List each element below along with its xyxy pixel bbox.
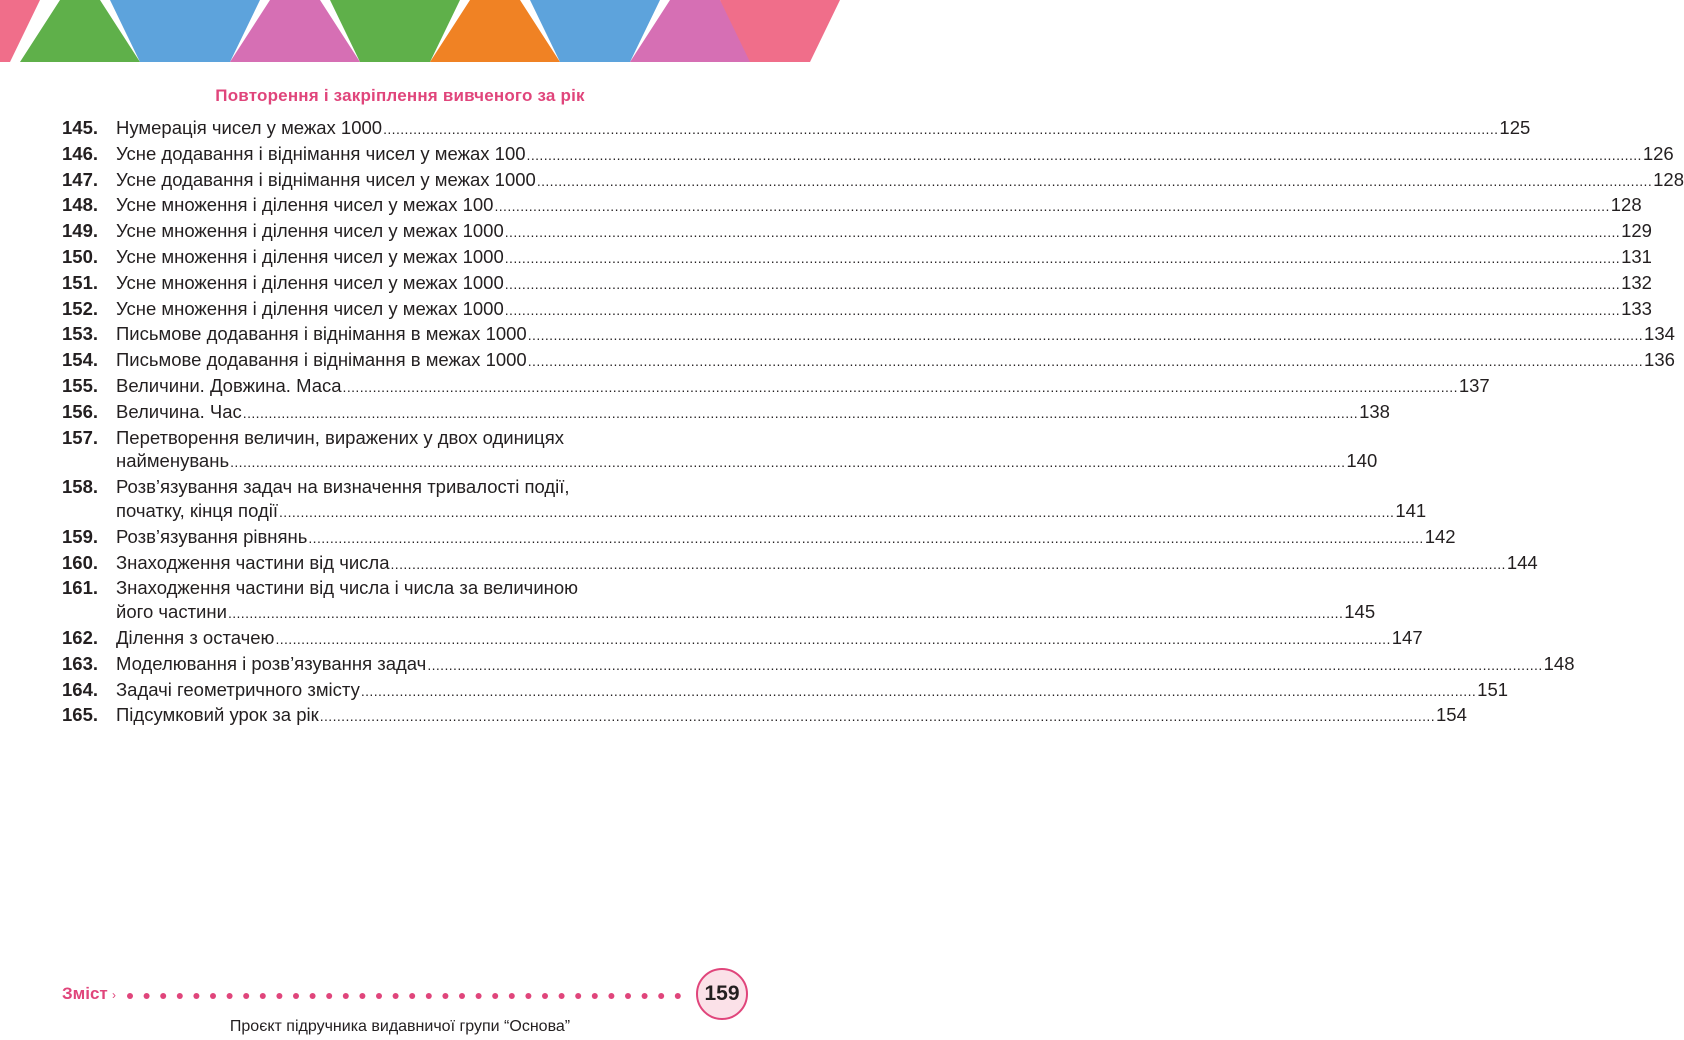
toc-entry[interactable] [62, 245, 1652, 271]
toc-entry-page: 131 [1621, 245, 1652, 267]
toc-entry-number: 163. [62, 652, 99, 674]
toc-entry-number: 157. [62, 426, 99, 448]
section-title: Повторення і закріплення вивченого за рік [215, 86, 585, 105]
page-number: 159 [704, 982, 740, 1005]
toc-entry-page: 154 [1436, 704, 1467, 726]
toc-entry-page: 151 [1477, 678, 1509, 700]
toc-entry[interactable] [62, 297, 1652, 323]
toc-entry-title: найменувань [116, 450, 230, 472]
toc-entry-number: 165. [62, 704, 99, 726]
toc-entry-title: Перетворення величин, виражених у двох одиницях [116, 426, 565, 448]
toc-dot-leader: .................................................................................................................................................................................................................................................................... [390, 555, 1506, 572]
toc-entry-page: 132 [1621, 271, 1652, 293]
toc-dot-leader: .................................................................................................................................................................................................................................................................... [504, 249, 1621, 266]
toc-entry-title: Підсумковий урок за рік [116, 704, 319, 726]
footer-dot [210, 993, 216, 999]
toc-entry[interactable] [62, 626, 1423, 652]
footer-dot [542, 993, 548, 999]
toc-entry-page: 138 [1359, 400, 1390, 422]
footer-dot [177, 993, 183, 999]
toc-entry[interactable] [62, 525, 1456, 551]
footer-dot [592, 993, 598, 999]
toc-dot-leader: .................................................................................................................................................................................................................................................................... [494, 198, 1610, 215]
toc-entry-number: 164. [62, 678, 99, 700]
toc-dot-leader: .................................................................................................................................................................................................................................................................... [342, 378, 1458, 395]
toc-dot-leader: .................................................................................................................................................................................................................................................................... [504, 275, 1621, 292]
toc-entry-title: Знаходження частини від числа і числа за величиною [116, 577, 579, 599]
toc-dot-leader: .................................................................................................................................................................................................................................................................... [527, 353, 1644, 370]
toc-entry-number: 161. [62, 577, 99, 599]
footer-dot [227, 993, 233, 999]
toc-entry-title: Усне додавання і віднімання чисел у межах 1000 [116, 168, 536, 190]
toc-entry[interactable] [62, 348, 1675, 374]
toc-entry[interactable] [62, 322, 1675, 348]
footer-dot [376, 993, 382, 999]
toc-entry-title: його частини [116, 601, 227, 623]
toc-entry-title: Величина. Час [116, 400, 242, 422]
toc-entry-page: 142 [1424, 525, 1456, 547]
toc-entry-number: 160. [62, 551, 99, 573]
toc-entry-number: 162. [62, 626, 99, 648]
toc-entry[interactable] [62, 168, 1684, 194]
toc-entry[interactable] [62, 400, 1390, 426]
toc-entry[interactable] [62, 652, 1575, 678]
toc-entry-page: 133 [1621, 297, 1652, 319]
footer-dot [310, 993, 316, 999]
toc-dot-leader: .................................................................................................................................................................................................................................................................... [527, 327, 1644, 344]
footer-dot [492, 993, 498, 999]
toc-entry-page: 148 [1543, 652, 1575, 674]
footer-dot [426, 993, 432, 999]
footer-dot [343, 993, 349, 999]
toc-entry-page: 134 [1644, 323, 1675, 345]
toc-entry-number: 145. [62, 117, 99, 138]
toc-dot-leader: .................................................................................................................................................................................................................................................................... [383, 121, 1499, 137]
toc-dot-leader: .................................................................................................................................................................................................................................................................... [275, 630, 1391, 647]
footer-dot [675, 993, 681, 999]
toc-entry[interactable] [62, 116, 1531, 142]
toc-entry[interactable] [62, 475, 1427, 525]
toc-entry-number: 149. [62, 220, 99, 242]
toc-entry[interactable] [62, 193, 1642, 219]
toc-entry-number: 159. [62, 525, 99, 547]
footer-dot [509, 993, 515, 999]
toc-entry-page: 147 [1391, 626, 1423, 648]
decorative-banner [0, 0, 800, 62]
toc-entry[interactable] [62, 426, 1378, 476]
toc-entry-number: 148. [62, 194, 99, 216]
footer-dot [326, 993, 332, 999]
toc-entry-title: Усне множення і ділення чисел у межах 1000 [116, 297, 504, 319]
toc-entry-title: Ділення з остачею [116, 626, 275, 648]
toc-entry[interactable] [62, 576, 1376, 626]
footer-arrow-icon: › [112, 988, 116, 1002]
footer-dot [193, 993, 199, 999]
toc-entry-number: 158. [62, 476, 99, 498]
toc-entry-title: Розв’язування задач на визначення тривалості події, [116, 476, 570, 498]
toc-entry-title: Письмове додавання і віднімання в межах 1000 [116, 349, 527, 371]
toc-entry-number: 152. [62, 297, 99, 319]
toc-entry-page: 136 [1644, 349, 1675, 371]
toc-entry[interactable] [62, 219, 1652, 245]
toc-dot-leader: .................................................................................................................................................................................................................................................................... [427, 656, 1543, 673]
toc-entry-page: 128 [1653, 168, 1684, 190]
toc-dot-leader: .................................................................................................................................................................................................................................................................... [504, 224, 1621, 241]
toc-entry-page: 128 [1610, 194, 1642, 216]
toc-entry[interactable] [62, 678, 1509, 704]
footer-dot [293, 993, 299, 999]
toc-entry-title: Усне множення і ділення чисел у межах 1000 [116, 220, 504, 242]
toc-entry-number: 147. [62, 168, 99, 190]
toc-entry-page: 137 [1458, 374, 1490, 396]
footer-dot [575, 993, 581, 999]
footer-dot [409, 993, 415, 999]
toc-entry-page: 144 [1506, 551, 1538, 573]
toc-entry[interactable] [62, 271, 1652, 297]
toc-entry-number: 155. [62, 374, 99, 396]
table-of-contents [62, 116, 1684, 729]
publisher-credit: Проєкт підручника видавничої групи “Основа” [229, 1018, 571, 1035]
toc-entry-number: 156. [62, 400, 99, 422]
footer-dot [160, 993, 166, 999]
toc-dot-leader: .................................................................................................................................................................................................................................................................... [308, 529, 1424, 546]
footer-dot [559, 993, 565, 999]
footer-dot [525, 993, 531, 999]
toc-entry-title: Задачі геометричного змісту [116, 678, 360, 700]
toc-entry-title: Письмове додавання і віднімання в межах 1000 [116, 323, 527, 345]
footer-dot [393, 993, 399, 999]
toc-dot-leader: .................................................................................................................................................................................................................................................................... [504, 301, 1621, 318]
footer-dot [243, 993, 249, 999]
footer-dot [276, 993, 282, 999]
toc-entry-title: Величини. Довжина. Маса [116, 374, 342, 396]
toc-entry[interactable] [62, 551, 1538, 577]
toc-entry-page: 129 [1621, 220, 1652, 242]
toc-entry[interactable] [62, 374, 1490, 400]
footer-dot [608, 993, 614, 999]
toc-entry-number: 146. [62, 142, 99, 164]
toc-entry-number: 151. [62, 271, 99, 293]
toc-entry-number: 154. [62, 349, 99, 371]
footer-dot [642, 993, 648, 999]
toc-dot-leader: .................................................................................................................................................................................................................................................................... [279, 503, 1395, 520]
toc-entry-title: Моделювання і розв’язування задач [116, 652, 427, 674]
toc-entry-title: Нумерація чисел у межах 1000 [116, 117, 383, 138]
footer-dot [625, 993, 631, 999]
toc-dot-leader: .................................................................................................................................................................................................................................................................... [526, 146, 1642, 163]
footer-dot [658, 993, 664, 999]
footer-dot-leader [124, 989, 694, 1003]
toc-dot-leader: .................................................................................................................................................................................................................................................................... [242, 404, 1359, 421]
footer-dot [260, 993, 266, 999]
toc-entry[interactable] [62, 703, 1467, 729]
footer-dot [144, 993, 150, 999]
toc-entry-number: 150. [62, 245, 99, 267]
toc-entry-page: 145 [1344, 601, 1376, 623]
toc-dot-leader: .................................................................................................................................................................................................................................................................... [230, 454, 1346, 471]
toc-entry-title: Розв’язування рівнянь [116, 525, 308, 547]
toc-entry-page: 126 [1642, 142, 1674, 164]
footer-dot [459, 993, 465, 999]
footer-contents-label: Зміст [62, 984, 108, 1003]
footer-dot [359, 993, 365, 999]
toc-dot-leader: .................................................................................................................................................................................................................................................................... [536, 172, 1653, 189]
toc-entry-page: 141 [1395, 499, 1427, 521]
toc-entry-title: Усне додавання і віднімання чисел у межах 100 [116, 142, 526, 164]
toc-dot-leader: .................................................................................................................................................................................................................................................................... [319, 708, 1436, 725]
toc-entry-page: 140 [1346, 450, 1378, 472]
toc-entry-page: 125 [1499, 117, 1531, 138]
toc-dot-leader: .................................................................................................................................................................................................................................................................... [360, 682, 1477, 699]
toc-entry-number: 153. [62, 323, 99, 345]
toc-entry-title: Усне множення і ділення чисел у межах 1000 [116, 245, 504, 267]
toc-entry-title: Усне множення і ділення чисел у межах 1000 [116, 271, 504, 293]
page-number-badge [696, 968, 748, 1020]
footer-dot [476, 993, 482, 999]
toc-dot-leader: .................................................................................................................................................................................................................................................................... [227, 605, 1344, 622]
toc-entry-title: Усне множення і ділення чисел у межах 100 [116, 194, 494, 216]
toc-entry[interactable] [62, 142, 1674, 168]
footer-dot [442, 993, 448, 999]
toc-entry-title: Знаходження частини від числа [116, 551, 390, 573]
toc-entry-title: початку, кінця події [116, 499, 278, 521]
footer-dot [127, 993, 133, 999]
